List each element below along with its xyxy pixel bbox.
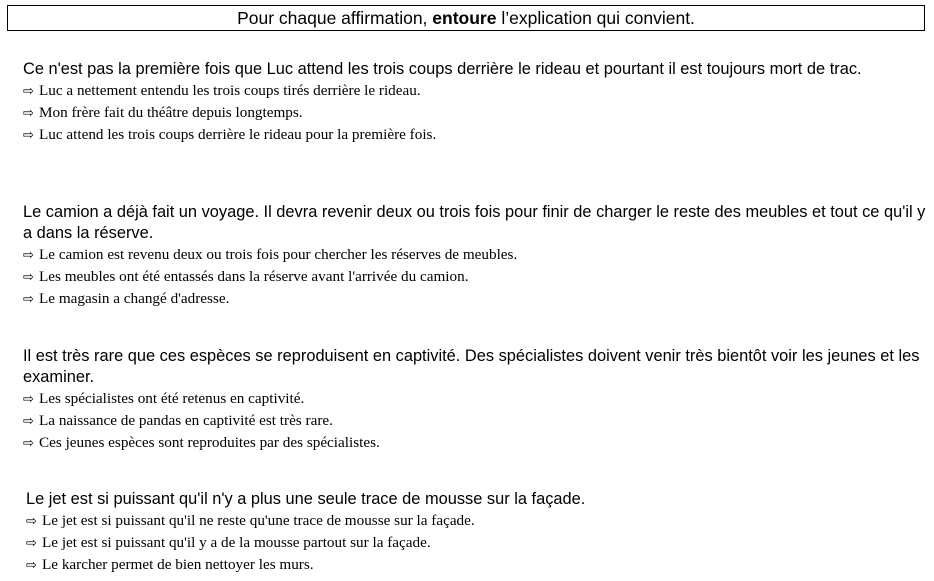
- exercise-1: [23, 59, 928, 146]
- exercise-statement: Il est très rare que ces espèces se reproduisent en captivité. Des spécialistes doivent venir très bientôt voir les jeunes et les examiner.: [23, 347, 920, 386]
- answer-option[interactable]: [23, 288, 928, 310]
- instruction-keyword: entoure: [432, 8, 497, 28]
- exercise-statement: Le camion a déjà fait un voyage. Il devra revenir deux ou trois fois pour finir de charger le reste des meubles et tout ce qu'il y a dans la réserve.: [23, 203, 926, 242]
- answer-option[interactable]: [23, 266, 928, 288]
- answer-option[interactable]: [23, 388, 928, 410]
- right-arrow-outline-icon: ⇨: [26, 536, 37, 551]
- answer-option-text: Les spécialistes ont été retenus en captivité.: [39, 390, 305, 407]
- right-arrow-outline-icon: ⇨: [23, 106, 34, 121]
- answer-option-text: Le jet est si puissant qu'il ne reste qu'une trace de mousse sur la façade.: [42, 512, 475, 529]
- right-arrow-outline-icon: ⇨: [23, 84, 34, 99]
- exercise-2: [23, 202, 928, 310]
- answer-option[interactable]: [23, 102, 928, 124]
- right-arrow-outline-icon: ⇨: [23, 436, 34, 451]
- exercise-statement: Le jet est si puissant qu'il n'y a plus une seule trace de mousse sur la façade.: [26, 490, 586, 508]
- right-arrow-outline-icon: ⇨: [23, 392, 34, 407]
- answer-option-text: Les meubles ont été entassés dans la réserve avant l'arrivée du camion.: [39, 268, 469, 285]
- answer-option[interactable]: [26, 554, 931, 576]
- right-arrow-outline-icon: ⇨: [26, 514, 37, 529]
- answer-option[interactable]: [23, 80, 928, 102]
- instruction-text-end: l’explication qui convient.: [496, 8, 695, 28]
- answer-option[interactable]: [23, 410, 928, 432]
- instruction-text-start: Pour chaque affirmation,: [237, 8, 433, 28]
- answer-option-text: Le jet est si puissant qu'il y a de la mousse partout sur la façade.: [42, 534, 431, 551]
- answer-option[interactable]: [23, 124, 928, 146]
- answer-option-text: Luc attend les trois coups derrière le rideau pour la première fois.: [39, 126, 437, 143]
- answer-option[interactable]: [26, 532, 931, 554]
- instruction-header: [7, 5, 925, 31]
- answer-option-text: Mon frère fait du théâtre depuis longtemps.: [39, 104, 303, 121]
- right-arrow-outline-icon: ⇨: [23, 414, 34, 429]
- exercise-3: [23, 346, 928, 454]
- exercise-statement: Ce n'est pas la première fois que Luc attend les trois coups derrière le rideau et pourtant il est toujours mort de trac.: [23, 60, 862, 78]
- answer-option[interactable]: [26, 510, 931, 532]
- answer-option[interactable]: [23, 244, 928, 266]
- answer-option[interactable]: [23, 432, 928, 454]
- answer-option-text: Le camion est revenu deux ou trois fois pour chercher les réserves de meubles.: [39, 246, 518, 263]
- answer-option-text: Le karcher permet de bien nettoyer les murs.: [42, 556, 314, 573]
- right-arrow-outline-icon: ⇨: [23, 128, 34, 143]
- right-arrow-outline-icon: ⇨: [23, 292, 34, 307]
- answer-option-text: Ces jeunes espèces sont reproduites par des spécialistes.: [39, 434, 380, 451]
- answer-option-text: Luc a nettement entendu les trois coups tirés derrière le rideau.: [39, 82, 421, 99]
- exercise-4: [26, 489, 931, 576]
- right-arrow-outline-icon: ⇨: [26, 558, 37, 573]
- right-arrow-outline-icon: ⇨: [23, 248, 34, 263]
- answer-option-text: La naissance de pandas en captivité est très rare.: [39, 412, 333, 429]
- answer-option-text: Le magasin a changé d'adresse.: [39, 290, 230, 307]
- right-arrow-outline-icon: ⇨: [23, 270, 34, 285]
